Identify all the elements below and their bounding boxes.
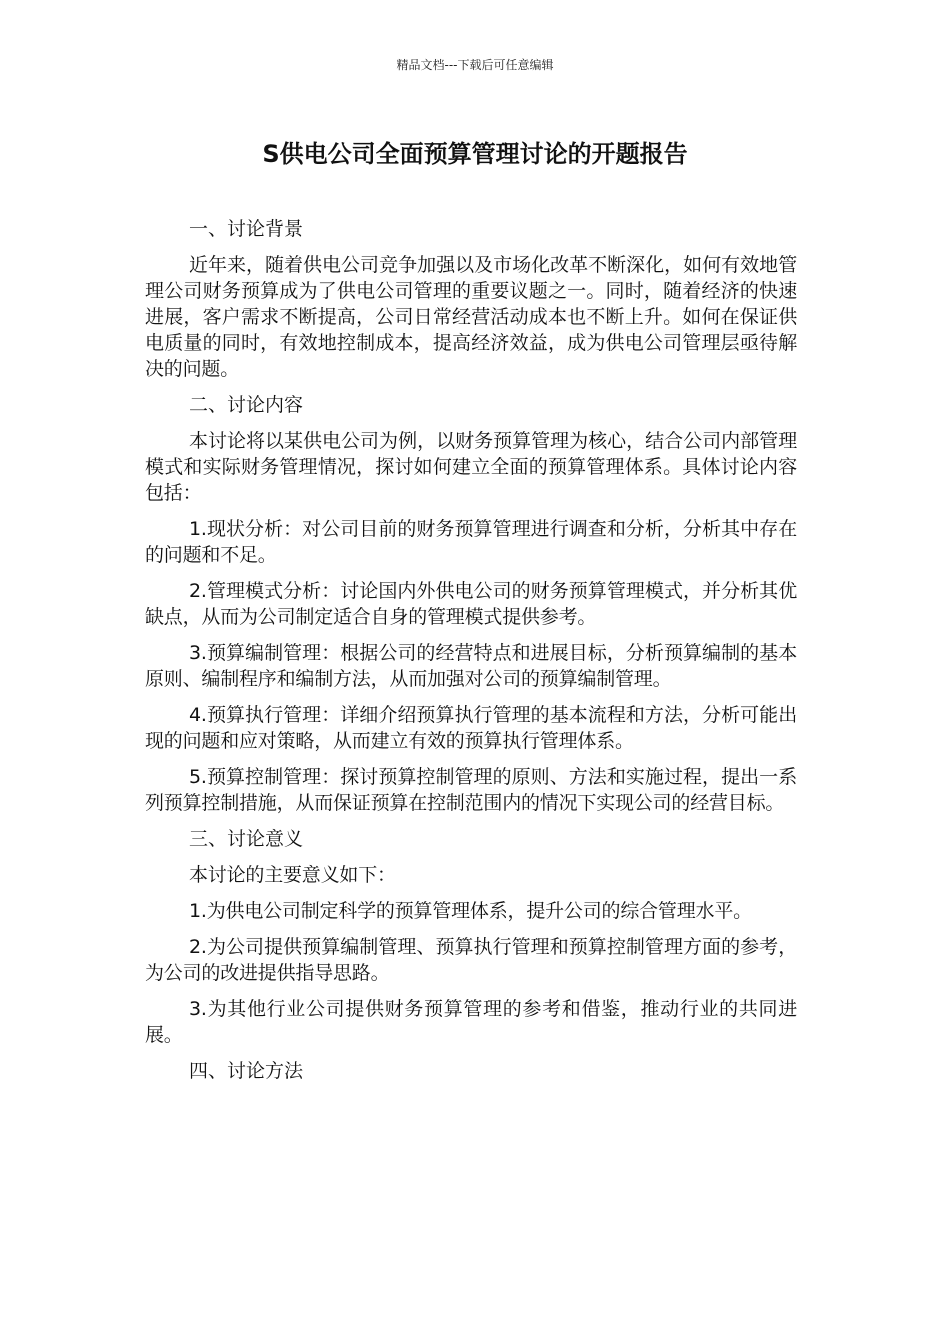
paragraph-background: 近年来，随着供电公司竞争加强以及市场化改革不断深化，如何有效地管理公司财务预算成为了供电公司管理的重要议题之一。同时，随着经济的快速进展，客户需求不断提高，公司日常经营活动成本也不断上升。如何在保证供电质量的同时，有效地控制成本，提高经济效益，成为供电公司管理层亟待解决的问题。 [145,254,797,380]
document-body [145,216,797,1094]
list-item-content: 3.预算编制管理：根据公司的经营特点和进展目标，分析预算编制的基本原则、编制程序和编制方法，从而加强对公司的预算编制管理。 [145,642,797,690]
list-item-content: 2.管理模式分析：讨论国内外供电公司的财务预算管理模式，并分析其优缺点，从而为公司制定适合自身的管理模式提供参考。 [145,580,797,628]
section-heading-method: 四、讨论方法 [189,1060,304,1082]
header-note: 精品文档---下载后可任意编辑 [396,58,554,72]
section-heading-content: 二、讨论内容 [189,394,304,416]
list-item-significance: 3.为其他行业公司提供财务预算管理的参考和借鉴，推动行业的共同进展。 [145,998,797,1046]
paragraph-content-intro: 本讨论将以某供电公司为例，以财务预算管理为核心，结合公司内部管理模式和实际财务管理情况，探讨如何建立全面的预算管理体系。具体讨论内容包括： [145,430,797,504]
list-item-content: 5.预算控制管理：探讨预算控制管理的原则、方法和实施过程，提出一系列预算控制措施，从而保证预算在控制范围内的情况下实现公司的经营目标。 [145,766,797,814]
list-item-significance: 2.为公司提供预算编制管理、预算执行管理和预算控制管理方面的参考，为公司的改进提供指导思路。 [145,936,797,984]
section-heading-background: 一、讨论背景 [189,218,304,240]
paragraph-significance-intro: 本讨论的主要意义如下： [189,864,396,886]
list-item-content: 4.预算执行管理：详细介绍预算执行管理的基本流程和方法，分析可能出现的问题和应对策略，从而建立有效的预算执行管理体系。 [145,704,797,752]
section-heading-significance: 三、讨论意义 [189,828,304,850]
list-item-content: 1.现状分析：对公司目前的财务预算管理进行调查和分析，分析其中存在的问题和不足。 [145,518,797,566]
list-item-significance: 1.为供电公司制定科学的预算管理体系，提升公司的综合管理水平。 [189,900,752,922]
document-title: S供电公司全面预算管理讨论的开题报告 [262,140,688,168]
